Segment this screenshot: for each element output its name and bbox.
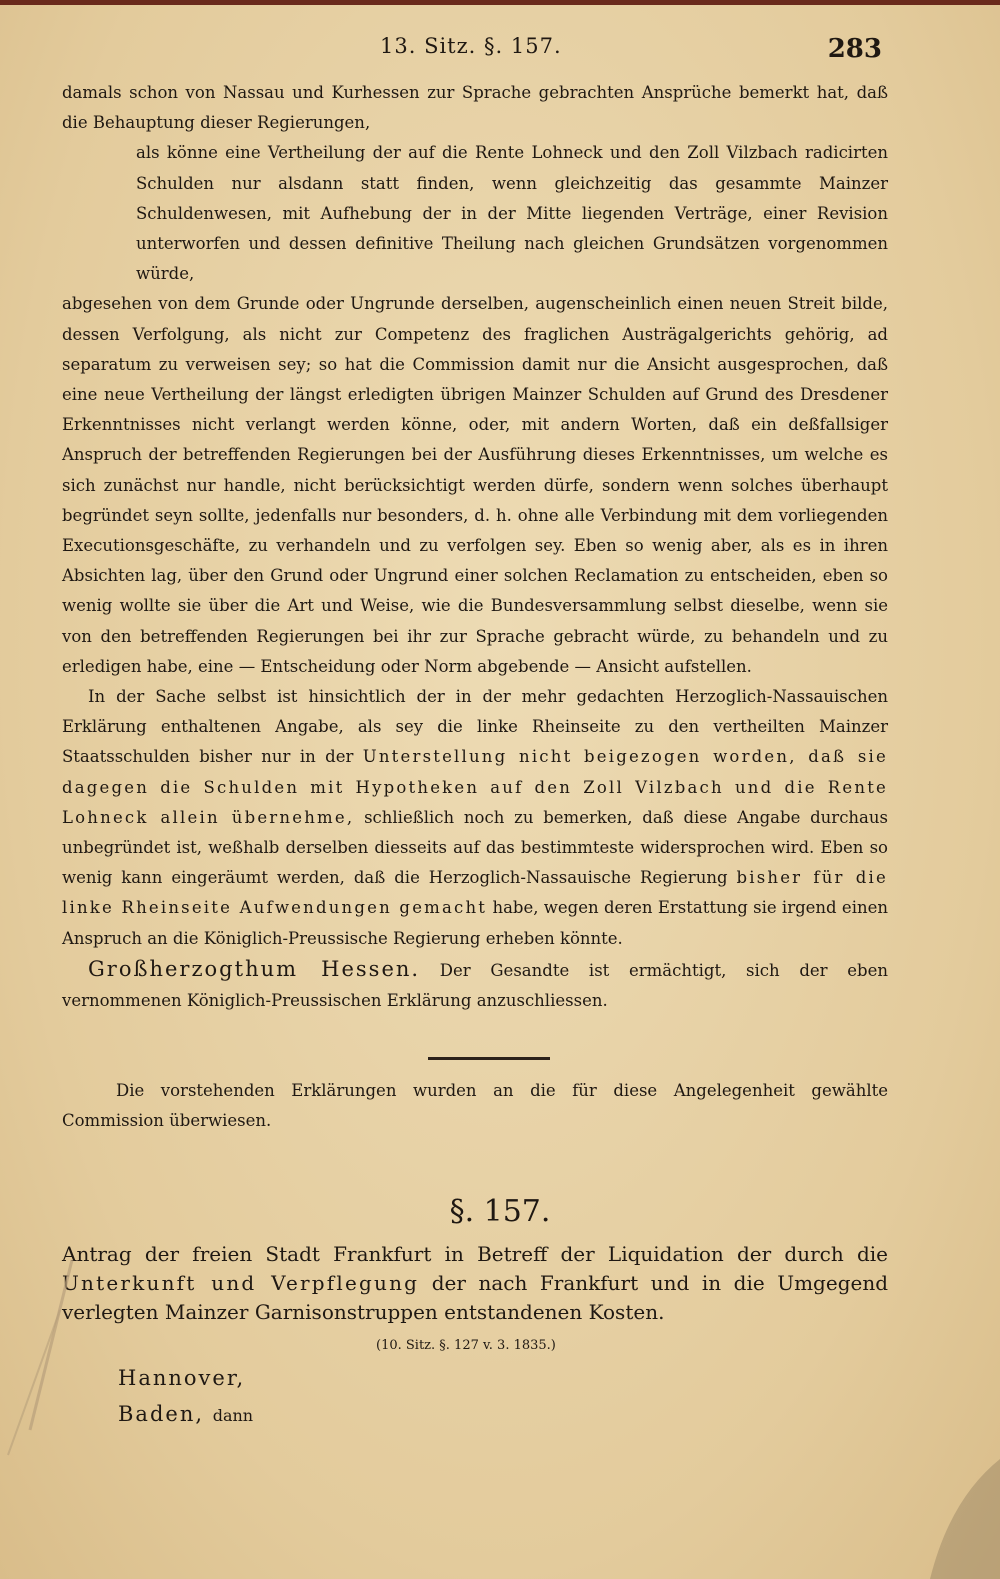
session-reference: (10. Sitz. §. 127 v. 3. 1835.) [376,1338,556,1353]
referral-note: Die vorstehenden Erklärungen wurden an die für diese Angelegenheit gewählte Commission überwiesen. [62,1081,888,1130]
hessen-declaration: Der Gesandte ist ermächtigt, sich der eben vernommenen Königlich-Preussischen Erklärung anzuschliessen. [62,960,888,1011]
state-name-hessen: Großherzogthum Hessen. [88,956,421,981]
state-baden-name: Baden, [118,1402,205,1426]
paragraph-hessen [62,954,888,1016]
paragraph-intro: damals schon von Nassau und Kurhessen zur Sprache gebrachten Ansprüche bemerkt hat, daß die Behauptung dieser Regierungen, [62,83,888,133]
separator-rule [428,1057,550,1060]
corner-shadow [890,1439,1000,1579]
motion-title-spaced: Unterkunft und Verpflegung [62,1271,420,1295]
substance-text-e: habe, wegen deren Erstattung sie irgend einen Anspruch an die Königlich-Preussische Regierung erheben könnte. [62,898,888,948]
body-text [62,78,888,1016]
top-edge-rule [0,0,1000,5]
motion-title [62,1240,888,1327]
motion-title-c: der nach Frankfurt und in die Umgegend verlegten Mainzer Garnisonstruppen entstandenen Kosten. [62,1271,889,1324]
substance-text-c: schließlich noch zu bemerken, daß diese Angabe durchaus unbegründet ist, weßhalb derselben diesseits auf das bestimmteste widersprochen wird. Eben so wenig kann eingeräumt werden, daß die Herzoglich-Nassauische Regierung [62,807,888,888]
substance-spaced-b: Unterstellung nicht beigezogen worden, daß sie dagegen die Schulden mit Hypotheken auf den Zoll Vilzbach und die Rente Lohneck allein übernehme, [62,747,888,827]
state-baden [118,1402,253,1426]
motion-title-a: Antrag der freien Stadt Frankfurt in Betreff der Liquidation der durch die [62,1242,888,1266]
running-head: 13. Sitz. §. 157. [380,34,562,58]
paragraph-commission: abgesehen von dem Grunde oder Ungrunde derselben, augenscheinlich einen neuen Streit bilde, dessen Verfolgung, als nicht zur Competenz des fraglichen Austrägalgerichts gehörig, ad separatum zu verweisen sey; so hat die Commission damit nur die Ansicht ausgesprochen, daß eine neue Vertheilung der längst erledigten übrigen Mainzer Schulden auf Grund des Dresdener Erkenntnisses nicht verlangt werden könne, oder, mit andern Worten, daß ein deßfallsiger Anspruch der betreffenden Regierungen bei der Ausführung dieses Erkenntnisses, um welche es sich zunächst nur handle, nicht berücksichtigt werden dürfe, sondern wenn solches überhaupt begründet seyn sollte, jedenfalls nur besonders, d. h. ohne alle Verbindung mit dem vorliegenden Executionsgeschäfte, zu verhandeln und zu verfolgen sey. Eben so wenig aber, als es in ihren Absichten lag, über den Grund oder Ungrund einer solchen Reclamation zu entscheiden, eben so wenig wollte sie über die Art und Weise, wie die Bundesversammlung selbst dieselbe, wenn sie von den betreffenden Regierungen bei ihr zur Sprache gebracht würde, zu behandeln und zu erledigen habe, eine — Entscheidung oder Norm abgebende — Ansicht aufstellen. [62,294,888,676]
state-hannover: Hannover, [118,1366,246,1390]
substance-spaced-d: bisher für die linke Rheinseite Aufwendungen gemacht [62,868,888,918]
state-baden-suffix: dann [212,1406,254,1425]
quoted-claim: als könne eine Vertheilung der auf die Rente Lohneck und den Zoll Vilzbach radicirten Schulden nur alsdann statt finden, wenn gleichzeitig das gesammte Mainzer Schuldenwesen, mit Aufhebung der in der Mitte liegenden Verträge, einer Revision unterworfen und dessen definitive Theilung nach gleichen Grundsätzen vorgenommen würde, [136,143,888,284]
paragraph-substance [62,682,888,954]
pencil-margin-mark [0,1240,110,1460]
substance-text-a: In der Sache selbst ist hinsichtlich der in der mehr gedachten Herzoglich-Nassauischen Erklärung enthaltenen Angabe, als sey die linke Rheinseite zu den vertheilten Mainzer Staatsschulden bisher nur in der [62,687,888,767]
section-heading: §. 157. [449,1194,551,1229]
page-number: 283 [827,34,882,64]
page-header [0,34,1000,74]
